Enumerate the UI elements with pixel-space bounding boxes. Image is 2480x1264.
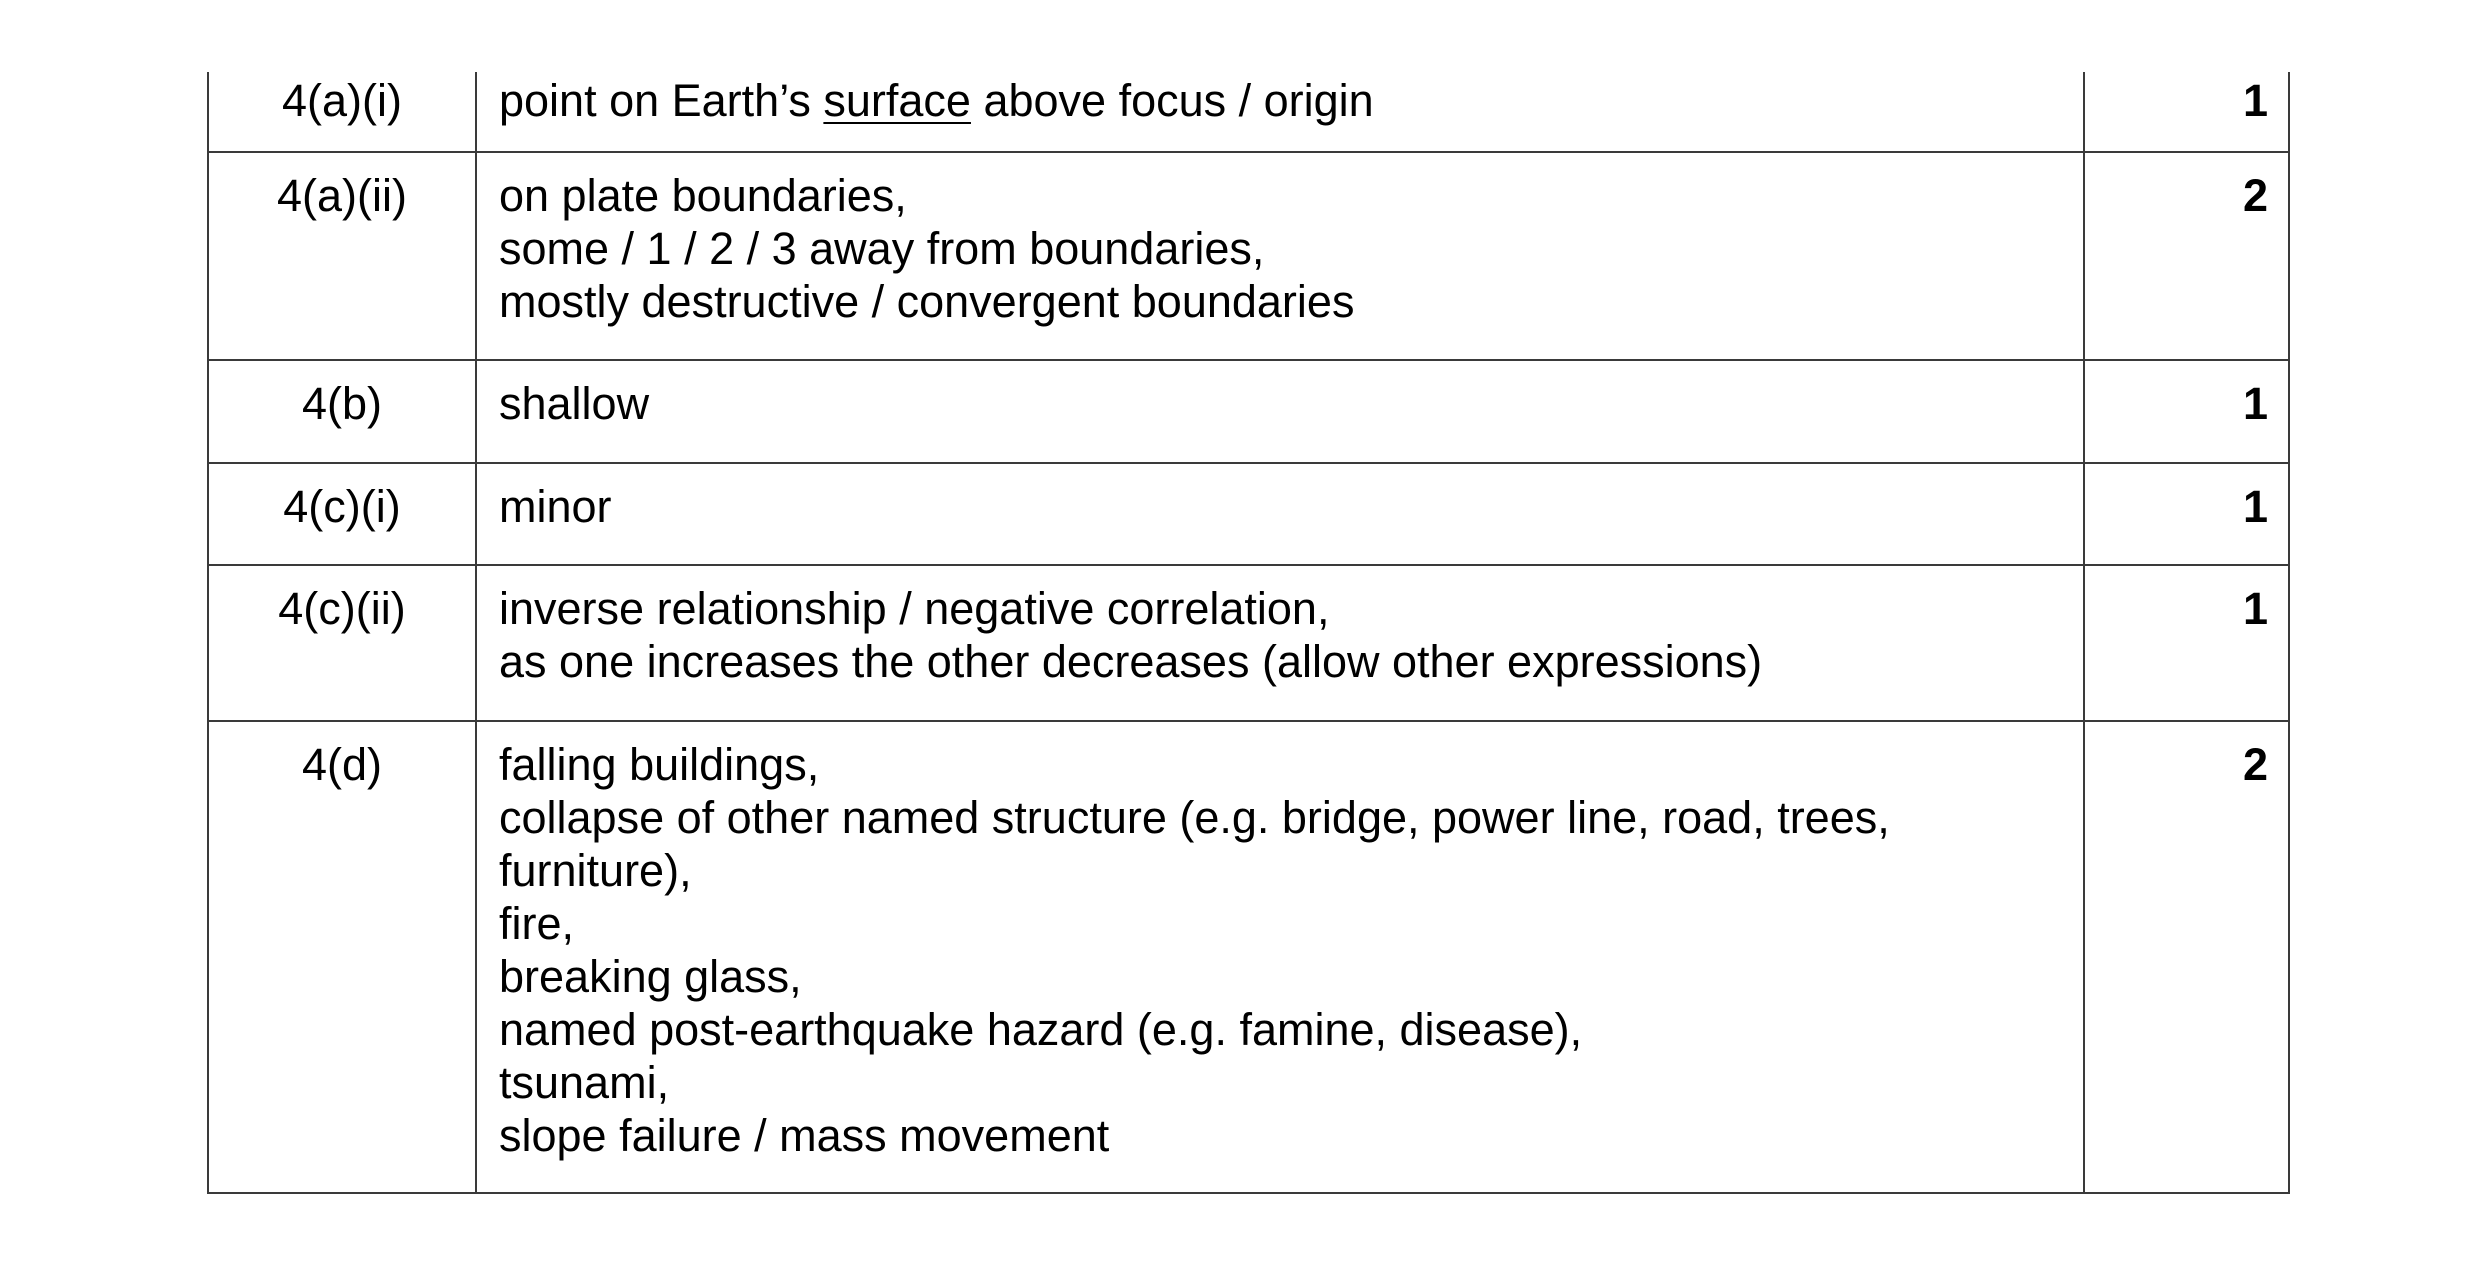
question-number: 4(b) — [208, 360, 476, 463]
answer-line: furniture), — [499, 845, 692, 896]
question-number: 4(a)(ii) — [208, 152, 476, 360]
table-row — [208, 565, 2289, 721]
marks-value: 1 — [2084, 72, 2289, 152]
marks-value: 2 — [2084, 721, 2289, 1193]
marks-value: 1 — [2084, 565, 2289, 721]
answer-line: on plate boundaries, — [499, 170, 907, 221]
answer-line: inverse relationship / negative correlation, — [499, 583, 1330, 634]
answer-line: breaking glass, — [499, 951, 802, 1002]
marks-value: 2 — [2084, 152, 2289, 360]
answer-line: collapse of other named structure (e.g. bridge, power line, road, trees, — [499, 792, 1890, 843]
answer-cell — [476, 152, 2084, 360]
answer-text-after: above focus / origin — [970, 75, 1374, 126]
answer-text-before: point on Earth’s — [499, 75, 824, 126]
question-number: 4(c)(ii) — [208, 565, 476, 721]
answer-line: fire, — [499, 898, 575, 949]
answer-line: some / 1 / 2 / 3 away from boundaries, — [499, 223, 1265, 274]
table-row — [208, 360, 2289, 463]
answer-line: named post-earthquake hazard (e.g. famine, disease), — [499, 1004, 1583, 1055]
question-number: 4(c)(i) — [208, 463, 476, 565]
answer-line: tsunami, — [499, 1057, 670, 1108]
question-number: 4(d) — [208, 721, 476, 1193]
table-row — [208, 463, 2289, 565]
answer-line: slope failure / mass movement — [499, 1110, 1110, 1161]
answer-cell — [476, 72, 2084, 152]
answer-cell — [476, 565, 2084, 721]
answer-line: as one increases the other decreases (allow other expressions) — [499, 636, 1763, 687]
marks-value: 1 — [2084, 463, 2289, 565]
table-row — [208, 721, 2289, 1193]
answer-line: falling buildings, — [499, 739, 820, 790]
table-row — [208, 152, 2289, 360]
answer-line: minor — [499, 481, 612, 532]
answer-line: shallow — [499, 378, 650, 429]
answer-cell — [476, 463, 2084, 565]
question-number: 4(a)(i) — [208, 72, 476, 152]
answer-underlined-word: surface — [823, 75, 971, 126]
table-row — [208, 72, 2289, 152]
answer-cell — [476, 721, 2084, 1193]
answer-line: mostly destructive / convergent boundaries — [499, 276, 1355, 327]
marks-value: 1 — [2084, 360, 2289, 463]
answer-cell — [476, 360, 2084, 463]
mark-scheme-table — [207, 72, 2290, 1194]
